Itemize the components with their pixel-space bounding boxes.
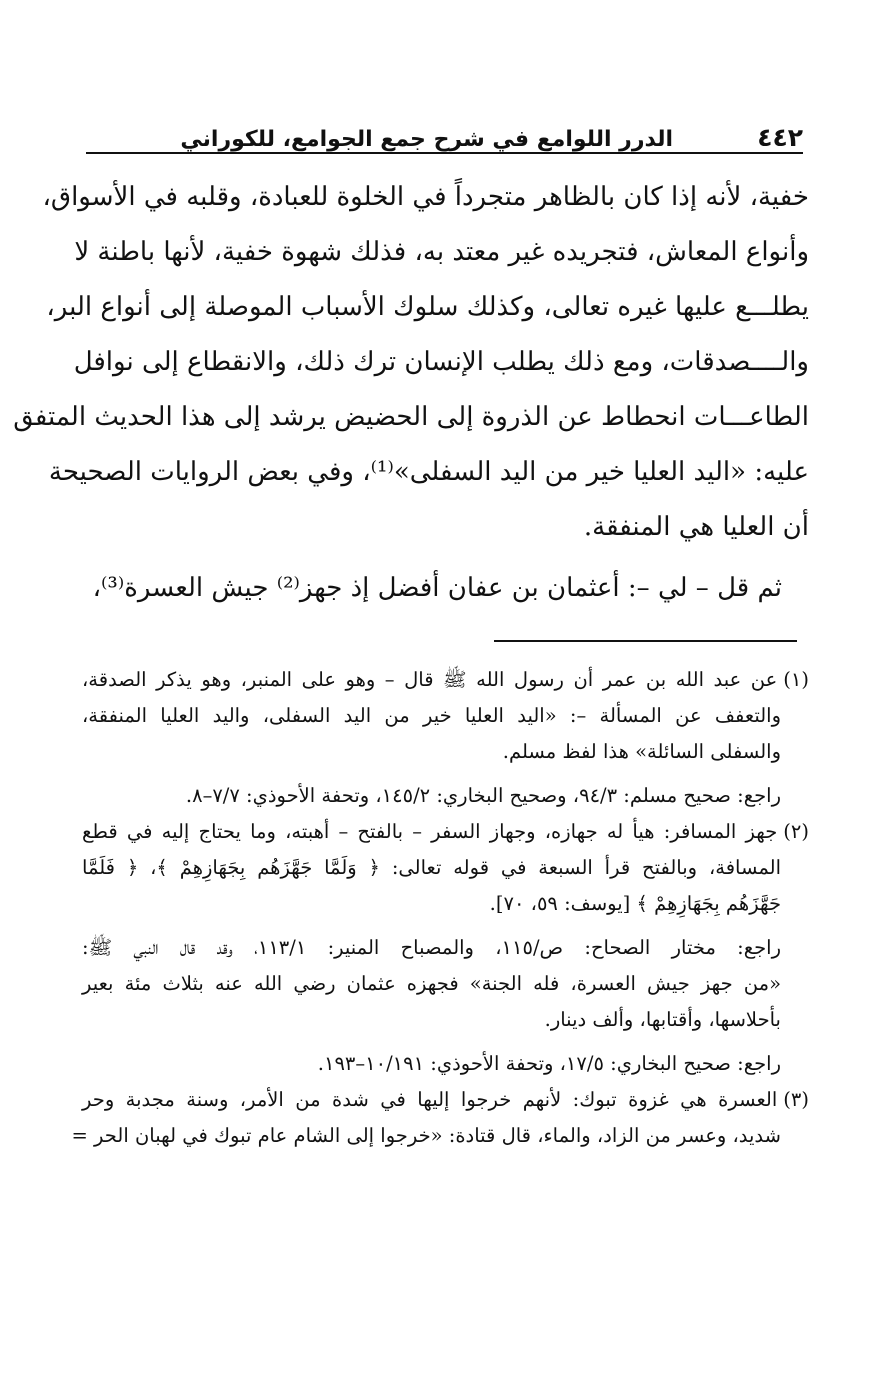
footnote-2-reference: راجع: مختار الصحاح: ص/١١٥، والمصباح المنير: ١١٣/١، وقد قال النبي ﷺ: (82, 936, 782, 959)
body-line: والــــصدقات، ومع ذلك يطلب الإنسان ترك ذلك، والانقطاع إلى نوافل (73, 347, 809, 377)
footnote-2-line: (٢)جهز المسافر: هيأ له جهازه، وجهاز السفر – بالفتح – أهبته، وما يحتاج إليه في قطع (82, 814, 809, 850)
footnote-1-line: (١)عن عبد الله بن عمر أن رسول الله ﷺ قال – وهو على المنبر، وهو يذكر الصدقة، (82, 662, 809, 698)
footnote-3-line: شديد، وعسر من الزاد، والماء، قال قتادة: «خرجوا إلى الشام عام تبوك في لهبان الحر = (71, 1124, 781, 1147)
header-rule (86, 152, 803, 154)
verse-line: ثم قل – لي –: أعثمان بن عفان أفضل إذ جهز⁽²⁾ جيش العسرة⁽³⁾، (92, 573, 782, 603)
footnote-separator (494, 640, 797, 642)
footnote-marker: (٢) (783, 820, 809, 843)
footnote-2-reference: «من جهز جيش العسرة، فله الجنة» فجهزه عثمان رضي الله عنه بثلاث مئة بعير (82, 972, 781, 995)
body-line: يطلـــع عليها غيره تعالى، وكذلك سلوك الأسباب الموصلة إلى أنواع البر، (46, 292, 809, 322)
footnote-marker: (٣) (783, 1088, 809, 1111)
footnote-3-line: (٣)العسرة هي غزوة تبوك: لأنهم خرجوا إليها في شدة من الأمر، وسنة مجدبة وحر (82, 1082, 809, 1118)
footnote-2-line: المسافة، وبالفتح قرأ السبعة في قوله تعالى: ﴿ وَلَمَّا جَهَّزَهُم بِجَهَازِهِمْ ﴾، ﴿ فَلَمَّا (82, 856, 781, 879)
main-text (13, 170, 809, 555)
footnote-1-line: والتعفف عن المسألة –: «اليد العليا خير من اليد السفلى، واليد العليا المنفقة، (82, 704, 781, 727)
footnote-marker: (١) (783, 668, 809, 691)
footnote-2-reference: بأحلاسها، وأقتابها، وألف دينار. (544, 1008, 781, 1031)
body-line: أن العليا هي المنفقة. (583, 512, 809, 542)
footnote-2-line: جَهَّزَهُم بِجَهَازِهِمْ ﴾ [يوسف: ٥٩، ٧٠]. (489, 892, 781, 915)
footnote-1-reference: راجع: صحيح مسلم: ٩٤/٣، وصحيح البخاري: ١٤٥/٢، وتحفة الأحوذي: ٧/٧–٨. (185, 784, 781, 807)
body-line: خفية، لأنه إذا كان بالظاهر متجرداً في الخلوة للعبادة، وقلبه في الأسواق، (42, 182, 809, 212)
footnotes (71, 662, 809, 1154)
body-line: وأنواع المعاش، فتجريده غير معتد به، فذلك شهوة خفية، لأنها باطنة لا (74, 237, 809, 267)
body-line: الطاعـــات انحطاط عن الذروة إلى الحضيض يرشد إلى هذا الحديث المتفق (13, 402, 809, 432)
footnote-1-line: والسفلى السائلة» هذا لفظ مسلم. (502, 740, 781, 763)
page-header (86, 108, 803, 152)
page-number: ٤٤٢ (757, 123, 803, 152)
body-line: عليه: «اليد العليا خير من اليد السفلى»⁽¹⁾، وفي بعض الروايات الصحيحة (48, 457, 809, 487)
running-title: الدرر اللوامع في شرح جمع الجوامع، للكوراني (180, 127, 673, 152)
footnote-2-reference: راجع: صحيح البخاري: ١٧/٥، وتحفة الأحوذي: ١٠/١٩١–١٩٣. (317, 1052, 781, 1075)
